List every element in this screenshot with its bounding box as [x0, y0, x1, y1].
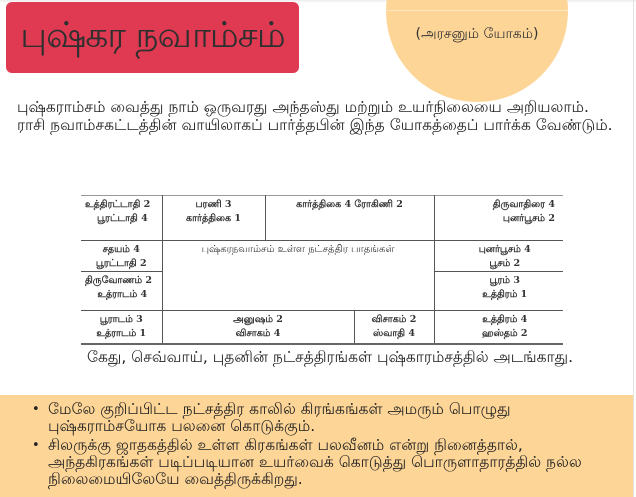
- cell-line: பூராடம் 3: [99, 314, 143, 325]
- cell-line: பூரட்டாதி 2: [95, 258, 147, 269]
- cell-line: அனுஷம் 2: [233, 314, 283, 325]
- chart-cell-r4c2: [162, 311, 354, 344]
- cell-line: புனர்பூசம் 4: [478, 244, 531, 255]
- cell-line: கார்த்திகை 1: [186, 213, 241, 224]
- page-right-edge: [633, 0, 634, 497]
- chart-center-label: புஷ்கரநவாம்சம் உள்ள நட்சத்திர பாதங்கள்: [162, 241, 434, 311]
- chart-cell-r4c1: [81, 311, 162, 344]
- chart-cell-r1c4: [434, 196, 563, 241]
- exclusion-note: கேது, செவ்வாய், புதனின் நட்சத்திரங்கள் புஷ்காரம்சத்தில் அடங்காது.: [86, 348, 574, 366]
- cell-line: விசாகம் 4: [235, 328, 281, 339]
- cell-line: பூரட்டாதி 4: [97, 213, 148, 224]
- cell-line: புனர்பூசம் 2: [502, 213, 555, 224]
- page-title: புஷ்கர நவாம்சம்: [20, 14, 285, 56]
- cell-line: கார்த்திகை 4 ரோகிணி 2: [296, 199, 403, 210]
- cell-line: உத்திரட்டாதி 2: [85, 199, 151, 210]
- list-item: [30, 437, 630, 488]
- chart-cell-r3c1: [81, 272, 162, 311]
- intro-text: [17, 99, 627, 134]
- cell-line: பரணி 3: [195, 199, 232, 210]
- cell-line: ஹஸ்தம் 2: [481, 328, 528, 339]
- cell-line: விசாகம் 2: [371, 314, 417, 325]
- cell-line: உத்ராடம் 1: [96, 328, 147, 339]
- chart-cell-r4c4: [434, 311, 563, 344]
- cell-line: உத்திரம் 4: [482, 314, 528, 325]
- bullet-icon: •: [32, 402, 40, 417]
- bullet-icon: •: [32, 438, 40, 453]
- list-item-text: மேலே குறிப்பிட்ட நட்சத்திர காலில் கிரங்கங்கள் அமரும் பொழுது புஷ்கராம்சயோக பலனை கொடுக்கும்.: [48, 400, 511, 435]
- chart-cell-r3c4: [434, 272, 563, 311]
- cell-line: சதயம் 4: [102, 244, 140, 255]
- cell-line: உத்ராடம் 4: [97, 289, 148, 300]
- cell-line: உத்திரம் 1: [482, 289, 528, 300]
- cell-line: திருவோணம் 2: [85, 275, 153, 286]
- intro-paragraph-1: புஷ்கராம்சம் வைத்து நாம் ஒருவரது அந்தஸ்து மற்றும் உயர்நிலையை அறியலாம்.: [17, 98, 589, 116]
- chart-cell-r2c4: [434, 241, 563, 272]
- cell-line: திருவாதிரை 4: [492, 199, 555, 210]
- chart-cell-r1c3: [265, 196, 434, 241]
- title-banner: [6, 2, 299, 73]
- chart-cell-r2c1: [81, 241, 162, 272]
- chart-cell-r1c1: [81, 196, 162, 241]
- decorative-semicircle: [386, 0, 568, 102]
- semicircle-divider: [386, 10, 568, 11]
- list-item: [30, 401, 630, 435]
- intro-paragraph-2: ராசி நவாம்சகட்டத்தின் வாயிலாகப் பார்த்தபின் இந்த யோகத்தைப் பார்க்க வேண்டும்.: [17, 115, 613, 134]
- notes-panel: [0, 395, 633, 497]
- list-item-text: சிலருக்கு ஜாதகத்தில் உள்ள கிரகங்கள் பலவீனம் என்று நினைத்தால், அந்தகிரகங்கள் படிப்படியான உயர்வைக் கொடுத்து பொருளாதாரத்தில் நல்ல நிலைமையிலேயே வைத்திருக்கிறது.: [48, 436, 582, 488]
- cell-line: பூசம் 2: [489, 258, 521, 269]
- chart-cell-r4c3: [354, 311, 434, 344]
- cell-line: ஸ்வாதி 4: [373, 328, 415, 339]
- pushkara-navamsa-chart: [81, 195, 563, 345]
- page-subtitle: (அரசனும் யோகம்): [415, 26, 539, 42]
- chart-cell-r1c2: [162, 196, 265, 241]
- cell-line: பூரம் 3: [489, 275, 520, 286]
- notes-list: [30, 401, 630, 490]
